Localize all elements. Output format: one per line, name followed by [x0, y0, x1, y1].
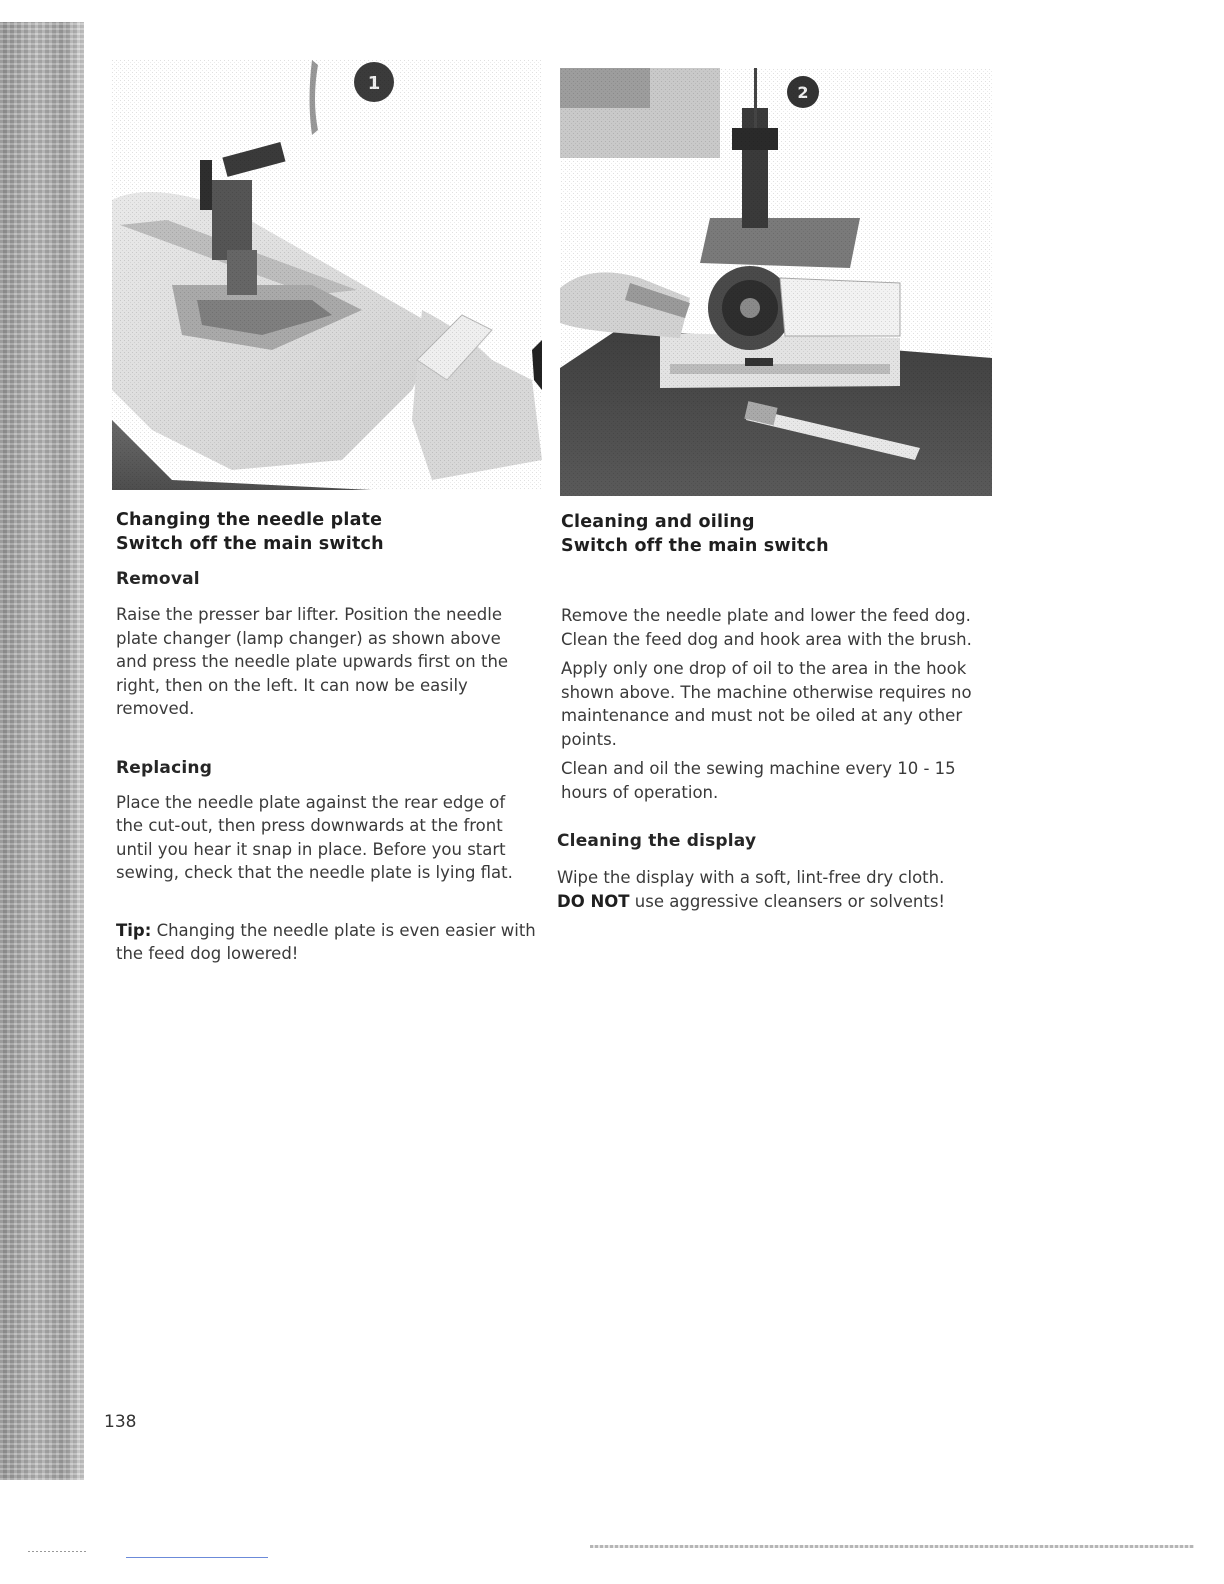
- cleaning-oiling-photo: [560, 68, 992, 496]
- removal-heading: Removal: [116, 569, 200, 589]
- needle-plate-photo: [112, 60, 542, 490]
- warning-paragraph: [557, 890, 987, 914]
- needle-plate-section: [116, 508, 536, 966]
- cleaning-title: Cleaning and oiling: [561, 512, 755, 532]
- needle-plate-switch-note: Switch off the main switch: [116, 534, 384, 554]
- footer-rule-edge: [28, 1551, 88, 1552]
- replacing-heading: Replacing: [116, 757, 213, 778]
- cleaning-paragraph-1: Remove the needle plate and lower the feed dog. Clean the feed dog and hook area with the brush.: [561, 606, 972, 649]
- replacing-paragraph: Place the needle plate against the rear edge of the cut-out, then press downwards at the front until you hear it snap in place. Before you start sewing, check that the needle plate is lying flat.: [116, 792, 513, 882]
- tip-label: Tip:: [116, 920, 152, 940]
- display-paragraph: Wipe the display with a soft, lint-free dry cloth.: [557, 868, 945, 887]
- cleaning-paragraph-2: Apply only one drop of oil to the area in the hook shown above. The machine otherwise requires no maintenance and must not be oiled at any other points.: [561, 659, 972, 749]
- footer-rule-right: [590, 1545, 1194, 1548]
- footer-rule-left: [126, 1557, 268, 1558]
- cleaning-switch-note: Switch off the main switch: [561, 536, 829, 556]
- cleaning-paragraph-3: Clean and oil the sewing machine every 10 - 15 hours of operation.: [561, 759, 956, 802]
- tip-paragraph: [116, 919, 536, 966]
- cleaning-oiling-section: [557, 510, 987, 913]
- tip-text: Changing the needle plate is even easier with the feed dog lowered!: [116, 920, 536, 963]
- removal-paragraph: Raise the presser bar lifter. Position the needle plate changer (lamp changer) as shown above and press the needle plate upwards first on the right, then on the left. It can now be easily removed.: [116, 605, 509, 718]
- warning-text: use aggressive cleansers or solvents!: [629, 891, 946, 911]
- scan-edge-strip: [0, 22, 84, 1480]
- page-number: 138: [104, 1412, 137, 1432]
- needle-plate-title: Changing the needle plate: [116, 510, 383, 530]
- warning-label: DO NOT: [557, 891, 630, 911]
- display-heading: Cleaning the display: [557, 831, 757, 851]
